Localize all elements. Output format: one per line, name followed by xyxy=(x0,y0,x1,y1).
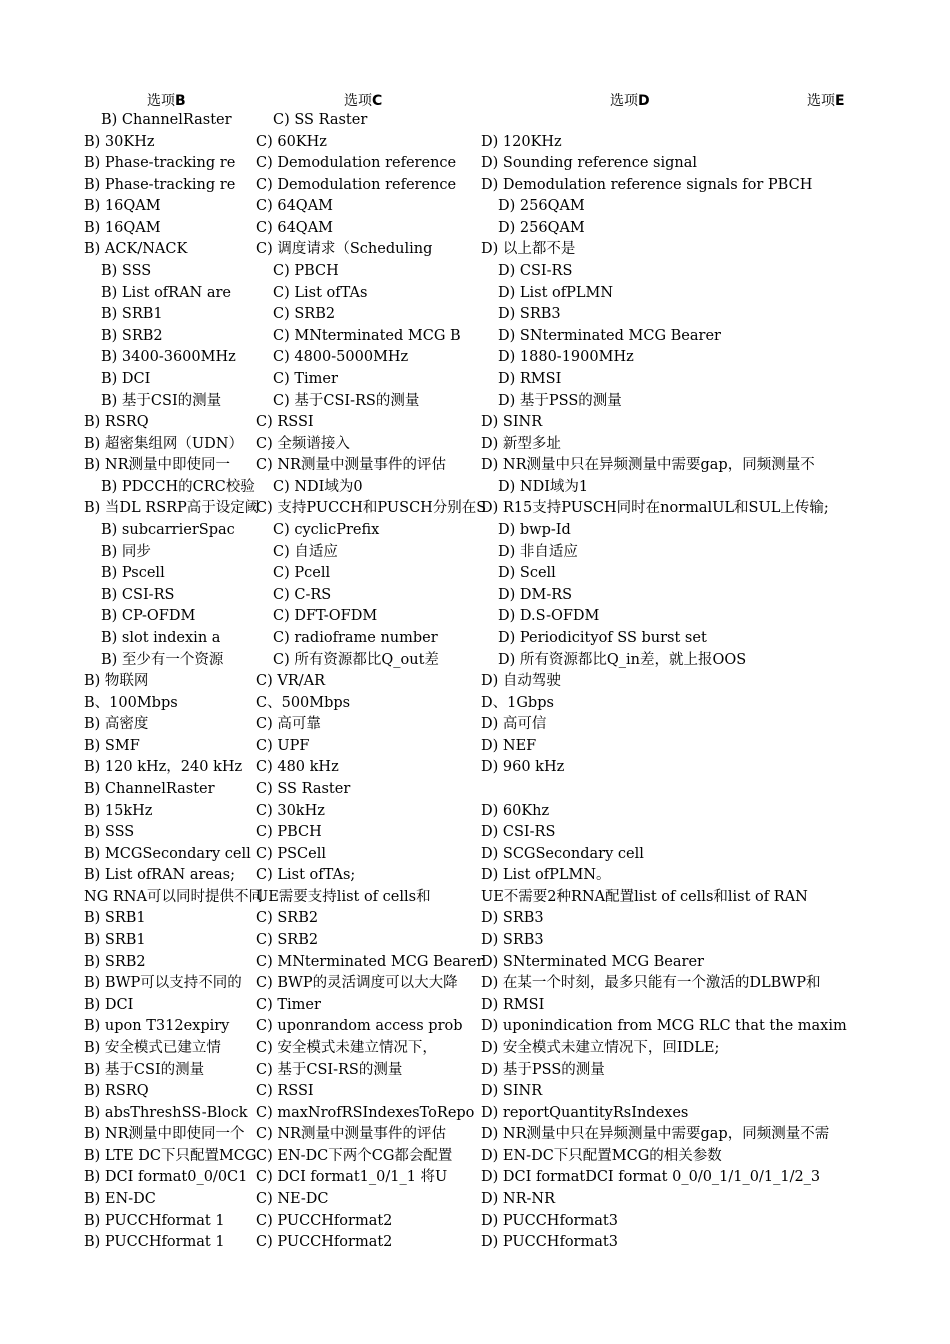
option-c-cell: C) 基于CSI-RS的测量 xyxy=(273,392,420,409)
option-c-cell: C) RSSI xyxy=(256,1083,314,1100)
option-d-cell: D) CSI-RS xyxy=(498,263,573,280)
option-c-cell: C) PBCH xyxy=(273,263,339,280)
option-b-cell: B) 安全模式已建立情 xyxy=(84,1039,221,1056)
option-c-cell: C) NE-DC xyxy=(256,1191,329,1207)
option-row xyxy=(0,1081,950,1103)
option-d-cell: D) 60Khz xyxy=(481,802,550,819)
option-c-cell: C) MNterminated MCG B xyxy=(273,327,461,344)
option-row xyxy=(0,930,950,952)
option-d-cell: D) Periodicityof SS burst set xyxy=(498,629,707,646)
option-row xyxy=(0,757,950,779)
option-row xyxy=(0,218,950,240)
option-b-cell: B) MCGSecondary cell xyxy=(84,845,251,862)
option-c-cell: C) EN-DC下两个CG都会配置 xyxy=(256,1147,453,1164)
option-d-cell: D) Scell xyxy=(498,565,556,582)
option-row xyxy=(0,606,950,628)
option-c-cell: C) 所有资源都比Q_out差 xyxy=(273,651,439,668)
option-b-cell: B) 基于CSI的测量 xyxy=(101,392,222,409)
option-d-cell: D) 在某一个时刻，最多只能有一个激活的DLBWP和 xyxy=(481,975,821,992)
option-c-cell: C) Timer xyxy=(273,370,338,387)
option-c-cell: C) Timer xyxy=(256,996,321,1013)
option-row xyxy=(0,628,950,650)
option-row xyxy=(0,650,950,672)
option-b-cell: B) 至少有一个资源 xyxy=(101,651,224,668)
option-d-cell: D) SINR xyxy=(481,414,543,431)
option-row xyxy=(0,714,950,736)
header-prefix: 选项 xyxy=(344,93,372,109)
option-b-cell: B) upon T312expiry xyxy=(84,1018,230,1035)
column-header-c xyxy=(344,90,382,110)
option-d-cell: D) reportQuantityRsIndexes xyxy=(481,1104,689,1121)
option-c-cell: UE需要支持list of cells和 xyxy=(256,888,431,905)
option-row xyxy=(0,542,950,564)
option-d-cell: D、1Gbps xyxy=(481,694,554,711)
option-d-cell: D) 非自适应 xyxy=(498,543,578,560)
option-d-cell: D) 自动驾驶 xyxy=(481,673,561,690)
option-row xyxy=(0,434,950,456)
option-row xyxy=(0,952,950,974)
option-row xyxy=(0,1060,950,1082)
option-b-cell: B) PUCCHformat 1 xyxy=(84,1212,225,1229)
option-b-cell: B) 15kHz xyxy=(84,802,153,819)
option-b-cell: B) SRB1 xyxy=(84,932,146,949)
option-row xyxy=(0,412,950,434)
option-d-cell: D) R15支持PUSCH同时在normalUL和SUL上传输; xyxy=(481,500,829,517)
option-row xyxy=(0,973,950,995)
option-b-cell: B) SRB2 xyxy=(101,327,163,344)
option-d-cell: D) List ofPLMN。 xyxy=(481,867,611,884)
option-c-cell: C) C-RS xyxy=(273,586,332,603)
option-c-cell: C) Demodulation reference xyxy=(256,155,457,172)
option-d-cell: D) PUCCHformat3 xyxy=(481,1234,618,1251)
option-c-cell: C) PUCCHformat2 xyxy=(256,1212,393,1229)
option-d-cell: D) SRB3 xyxy=(481,932,544,949)
option-d-cell: D) 高可信 xyxy=(481,716,547,733)
option-b-cell: B) 基于CSI的测量 xyxy=(84,1061,205,1078)
option-row xyxy=(0,132,950,154)
option-b-cell: B) Phase-tracking re xyxy=(84,176,236,193)
option-c-cell: C) SRB2 xyxy=(273,306,336,323)
option-row xyxy=(0,736,950,758)
option-row xyxy=(0,671,950,693)
option-row xyxy=(0,196,950,218)
option-b-cell: B) 高密度 xyxy=(84,716,149,733)
option-c-cell: C) uponrandom access prob xyxy=(256,1018,463,1035)
option-row xyxy=(0,283,950,305)
option-c-cell: C、500Mbps xyxy=(256,694,351,711)
option-d-cell: D) PUCCHformat3 xyxy=(481,1212,618,1229)
option-b-cell: B) BWP可以支持不同的 xyxy=(84,975,242,992)
option-row xyxy=(0,822,950,844)
option-b-cell: B) 16QAM xyxy=(84,198,161,215)
option-b-cell: B) 超密集组网（UDN） xyxy=(84,435,243,452)
option-b-cell: B) absThreshSS-Block xyxy=(84,1104,248,1121)
option-d-cell: D) Sounding reference signal xyxy=(481,155,697,172)
option-b-cell: NG RNA可以同时提供不同 xyxy=(84,888,263,905)
option-d-cell: D) RMSI xyxy=(481,996,545,1013)
option-c-cell: C) cyclicPrefix xyxy=(273,522,380,539)
option-row xyxy=(0,801,950,823)
option-row xyxy=(0,585,950,607)
option-b-cell: B) SSS xyxy=(84,824,135,841)
option-c-cell: C) 60KHz xyxy=(256,133,327,150)
option-b-cell: B) PDCCH的CRC校验 xyxy=(101,478,255,495)
option-d-cell: D) 960 kHz xyxy=(481,759,565,776)
option-b-cell: B) 16QAM xyxy=(84,219,161,236)
option-row xyxy=(0,908,950,930)
option-c-cell: C) 基于CSI-RS的测量 xyxy=(256,1061,403,1078)
option-b-cell: B) SMF xyxy=(84,737,140,754)
option-c-cell: C) SS Raster xyxy=(273,112,368,128)
option-c-cell: C) 全频谱接入 xyxy=(256,435,350,452)
option-d-cell: D) Demodulation reference signals for PBCH xyxy=(481,176,813,193)
option-b-cell: B) DCI xyxy=(84,996,134,1013)
option-row xyxy=(0,326,950,348)
option-c-cell: C) DCI format1_0/1_1 将U xyxy=(256,1169,448,1186)
option-b-cell: B) 当DL RSRP高于设定阈 xyxy=(84,500,260,517)
option-b-cell: B) ChannelRaster xyxy=(101,112,232,128)
option-b-cell: B) SRB1 xyxy=(101,306,163,323)
option-b-cell: B) 30KHz xyxy=(84,133,155,150)
option-c-cell: C) 4800-5000MHz xyxy=(273,349,409,366)
option-c-cell: C) UPF xyxy=(256,737,310,754)
option-b-cell: B) SSS xyxy=(101,263,152,280)
option-b-cell: B) 同步 xyxy=(101,543,151,560)
option-row xyxy=(0,1232,950,1254)
option-c-cell: C) PSCell xyxy=(256,845,327,862)
option-c-cell: C) 高可靠 xyxy=(256,716,321,733)
option-d-cell: D) NR测量中只在异频测量中需要gap，同频测量不 xyxy=(481,457,815,474)
option-d-cell: D) NDI域为1 xyxy=(498,478,589,495)
option-b-cell: B) DCI format0_0/0C1 xyxy=(84,1169,248,1186)
option-c-cell: C) 自适应 xyxy=(273,543,338,560)
option-b-cell: B) SRB1 xyxy=(84,910,146,927)
option-row xyxy=(0,455,950,477)
header-letter: B xyxy=(175,93,186,109)
option-d-cell: D) NEF xyxy=(481,737,537,754)
option-b-cell: B) PUCCHformat 1 xyxy=(84,1234,225,1251)
option-c-cell: C) 480 kHz xyxy=(256,759,339,776)
option-b-cell: B) CSI-RS xyxy=(101,586,175,603)
option-b-cell: B) LTE DC下只配置MCG xyxy=(84,1147,257,1164)
option-c-cell: C) BWP的灵活调度可以大大降 xyxy=(256,975,458,992)
option-c-cell: C) 64QAM xyxy=(256,219,334,236)
option-d-cell: D) 基于PSS的测量 xyxy=(498,392,622,409)
option-row xyxy=(0,347,950,369)
option-d-cell: D) 256QAM xyxy=(498,219,585,236)
option-d-cell: D) List ofPLMN xyxy=(498,284,614,301)
option-row xyxy=(0,865,950,887)
option-b-cell: B) DCI xyxy=(101,370,151,387)
option-row xyxy=(0,153,950,175)
option-d-cell: D) SINR xyxy=(481,1083,543,1100)
option-row xyxy=(0,261,950,283)
column-header-d xyxy=(610,90,650,110)
option-d-cell: D) 基于PSS的测量 xyxy=(481,1061,605,1078)
header-prefix: 选项 xyxy=(610,93,638,109)
column-header-b xyxy=(147,90,186,110)
option-b-cell: B) slot indexin a xyxy=(101,629,221,646)
option-c-cell: C) 64QAM xyxy=(256,198,334,215)
option-b-cell: B) subcarrierSpac xyxy=(101,522,235,539)
option-row xyxy=(0,1016,950,1038)
option-row xyxy=(0,239,950,261)
option-c-cell: C) VR/AR xyxy=(256,673,326,690)
option-b-cell: B) ACK/NACK xyxy=(84,241,188,258)
option-c-cell: C) 调度请求（Scheduling xyxy=(256,241,433,258)
option-row xyxy=(0,1103,950,1125)
option-b-cell: B) Phase-tracking re xyxy=(84,155,236,172)
option-c-cell: C) SRB2 xyxy=(256,910,319,927)
option-d-cell: D) 新型多址 xyxy=(481,435,561,452)
option-b-cell: B) 物联网 xyxy=(84,673,149,690)
option-d-cell: D) SNterminated MCG Bearer xyxy=(498,327,721,344)
option-c-cell: C) 安全模式未建立情况下， xyxy=(256,1039,437,1056)
option-row xyxy=(0,520,950,542)
option-c-cell: C) List ofTAs; xyxy=(256,867,356,884)
option-d-cell: D) 所有资源都比Q_in差，就上报OOS xyxy=(498,651,747,668)
option-c-cell: C) DFT-OFDM xyxy=(273,608,378,625)
option-c-cell: C) NDI域为0 xyxy=(273,478,363,495)
option-d-cell: D) bwp-Id xyxy=(498,522,571,539)
option-d-cell: D) DM-RS xyxy=(498,586,573,603)
option-b-cell: B) EN-DC xyxy=(84,1191,156,1207)
option-row xyxy=(0,887,950,909)
option-row xyxy=(0,369,950,391)
option-d-cell: D) SRB3 xyxy=(481,910,544,927)
option-c-cell: C) SS Raster xyxy=(256,780,351,797)
option-b-cell: B) ChannelRaster xyxy=(84,780,215,797)
option-b-cell: B) Pscell xyxy=(101,565,165,582)
option-b-cell: B) List ofRAN areas; xyxy=(84,867,235,884)
option-b-cell: B) RSRQ xyxy=(84,414,149,431)
option-row xyxy=(0,844,950,866)
option-d-cell: D) SNterminated MCG Bearer xyxy=(481,953,704,970)
option-row xyxy=(0,563,950,585)
option-c-cell: C) MNterminated MCG Bearer xyxy=(256,953,484,970)
option-c-cell: C) SRB2 xyxy=(256,932,319,949)
option-row xyxy=(0,477,950,499)
option-b-cell: B) List ofRAN are xyxy=(101,284,232,301)
option-d-cell: UE不需要2种RNA配置list of cells和list of RAN xyxy=(481,888,808,905)
option-b-cell: B) CP-OFDM xyxy=(101,608,196,625)
option-d-cell: D) DCI formatDCI format 0_0/0_1/1_0/1_1/2_3 xyxy=(481,1169,821,1186)
option-b-cell: B) 120 kHz，240 kHz xyxy=(84,759,243,776)
option-b-cell: B、100Mbps xyxy=(84,694,178,711)
header-letter: C xyxy=(372,93,383,109)
column-header-e xyxy=(807,90,845,110)
option-b-cell: B) SRB2 xyxy=(84,953,146,970)
option-d-cell: D) D.S-OFDM xyxy=(498,608,600,625)
option-d-cell: D) EN-DC下只配置MCG的相关参数 xyxy=(481,1147,722,1164)
option-row xyxy=(0,175,950,197)
option-d-cell: D) uponindication from MCG RLC that the maxim xyxy=(481,1018,847,1035)
option-b-cell: B) RSRQ xyxy=(84,1083,149,1100)
option-row xyxy=(0,693,950,715)
option-row xyxy=(0,1167,950,1189)
option-d-cell: D) SRB3 xyxy=(498,306,561,323)
option-row xyxy=(0,779,950,801)
option-row xyxy=(0,498,950,520)
option-c-cell: C) 30kHz xyxy=(256,802,325,819)
option-d-cell: D) NR测量中只在异频测量中需要gap，同频测量不需 xyxy=(481,1126,830,1143)
header-letter: D xyxy=(638,93,650,109)
option-row xyxy=(0,1146,950,1168)
option-d-cell: D) NR-NR xyxy=(481,1191,556,1207)
option-b-cell: B) 3400-3600MHz xyxy=(101,349,236,366)
option-row xyxy=(0,1124,950,1146)
option-b-cell: B) NR测量中即使同一 xyxy=(84,457,231,474)
option-c-cell: C) NR测量中测量事件的评估 xyxy=(256,457,446,474)
option-c-cell: C) PBCH xyxy=(256,824,322,841)
header-prefix: 选项 xyxy=(147,93,175,109)
option-row xyxy=(0,391,950,413)
option-row xyxy=(0,1189,950,1211)
option-d-cell: D) 1880-1900MHz xyxy=(498,349,634,366)
header-letter: E xyxy=(835,93,845,109)
option-d-cell: D) CSI-RS xyxy=(481,824,556,841)
option-c-cell: C) List ofTAs xyxy=(273,284,368,301)
option-c-cell: C) RSSI xyxy=(256,414,314,431)
option-b-cell: B) NR测量中即使同一个 xyxy=(84,1126,245,1143)
option-row xyxy=(0,1211,950,1233)
header-prefix: 选项 xyxy=(807,93,835,109)
option-c-cell: C) maxNrofRSIndexesToRepo xyxy=(256,1104,475,1121)
option-c-cell: C) radioframe number xyxy=(273,629,438,646)
option-d-cell: D) 以上都不是 xyxy=(481,241,576,258)
option-c-cell: C) Pcell xyxy=(273,565,331,582)
option-d-cell: D) RMSI xyxy=(498,370,562,387)
option-c-cell: C) PUCCHformat2 xyxy=(256,1234,393,1251)
option-row xyxy=(0,995,950,1017)
option-row xyxy=(0,110,950,132)
option-c-cell: C) Demodulation reference xyxy=(256,176,457,193)
option-c-cell: C) 支持PUCCH和PUSCH分别在S xyxy=(256,500,487,517)
option-c-cell: C) NR测量中测量事件的评估 xyxy=(256,1126,446,1143)
option-d-cell: D) 256QAM xyxy=(498,198,585,215)
option-d-cell: D) 120KHz xyxy=(481,133,562,150)
option-row xyxy=(0,304,950,326)
option-d-cell: D) 安全模式未建立情况下，回IDLE; xyxy=(481,1039,720,1056)
option-row xyxy=(0,1038,950,1060)
option-d-cell: D) SCGSecondary cell xyxy=(481,845,644,862)
